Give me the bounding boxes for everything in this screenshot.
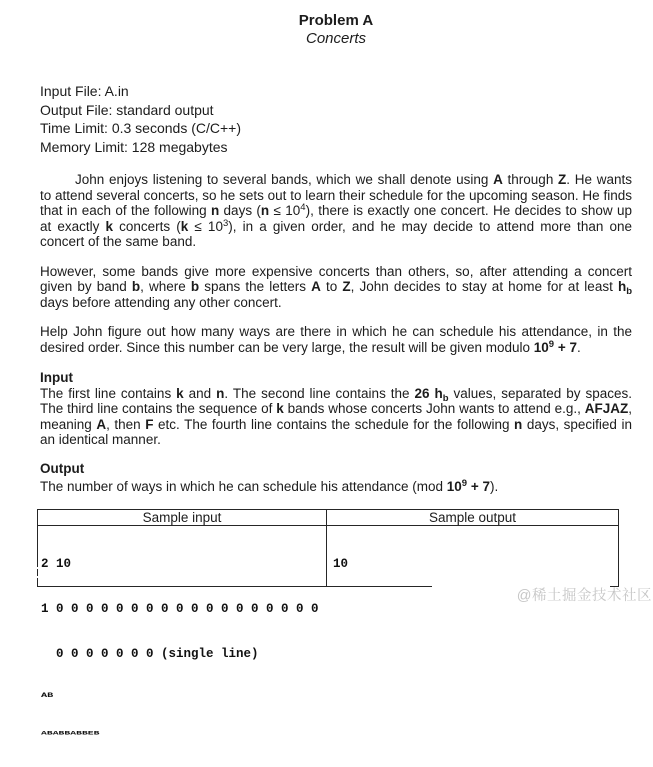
- story-paragraph-2: However, some bands give more expensive concerts than others, so, after attending a concert given by band b, where b spans the letters A to Z, John decides to stay at home for at least $h_b$ days before attending any other concert.: [40, 263, 632, 310]
- sample-input-line: 1 0 0 0 0 0 0 0 0 0 0 0 0 0 0 0 0 0 0: [41, 602, 319, 616]
- title-block: [40, 0, 632, 48]
- input-paragraph: The first line contains k and n. The second line contains the 26 $h_b$ values, separated by spaces. The third line contains the sequence of k bands whose concerts John wants to attend e.g., AFJAZ, meaning A, then F etc. The fourth line contains the schedule for the following n days, specified in an identical manner.: [40, 385, 633, 447]
- watermark: @稀土掘金技术社区: [516, 588, 652, 604]
- memory-limit-line: Memory Limit: 128 megabytes: [40, 138, 228, 155]
- limits-block: [40, 82, 632, 156]
- output-section: [40, 461, 632, 495]
- sample-input-clipped-line: AB: [41, 692, 54, 699]
- output-heading: Output: [40, 460, 85, 476]
- table-border-left-dash: [37, 569, 38, 576]
- story-paragraph-1: John enjoys listening to several bands, which we shall denote using A through Z. He wants to attend several concerts, so he sets out to learn their schedule for the upcoming season. He finds that in each of the following n days $(n \le 10^4)$, there is exactly one concert. He decides to show up at exactly k concerts $(k \le 10^3)$, in a given order, and he may decide to attend more than one concert of the same band.: [40, 172, 632, 249]
- page-subtitle: Concerts: [305, 30, 367, 47]
- input-section: [40, 370, 632, 448]
- input-file-line: Input File: A.in: [40, 83, 129, 99]
- sample-input-line: 0 0 0 0 0 0 0 (single line): [41, 647, 259, 661]
- sample-input-clipped-line: ABABBABBEB: [41, 729, 100, 736]
- input-heading: Input: [40, 370, 73, 385]
- output-paragraph: The number of ways in which he can schedule his attendance (mod $10^9 + 7$).: [40, 477, 499, 494]
- sample-input-cell: [41, 527, 324, 767]
- output-file-line: Output File: standard output: [40, 101, 214, 118]
- sample-input-line: 2 10: [41, 557, 72, 571]
- time-limit-line: Time Limit: 0.3 seconds (C/C++): [40, 120, 241, 136]
- table-border-right: [618, 509, 619, 586]
- story-paragraph-3: Help John figure out how many ways are there in which he can schedule his attendance, in the desired order. Since this number can be very large, the result will be given modulo $10^9 + 7$.: [40, 324, 632, 355]
- sample-output-header: Sample output: [428, 509, 517, 525]
- sample-input-header: Sample input: [142, 509, 222, 525]
- page-title: Problem A: [298, 12, 374, 29]
- sample-output-value: 10: [333, 557, 349, 571]
- table-border-header: [37, 525, 619, 526]
